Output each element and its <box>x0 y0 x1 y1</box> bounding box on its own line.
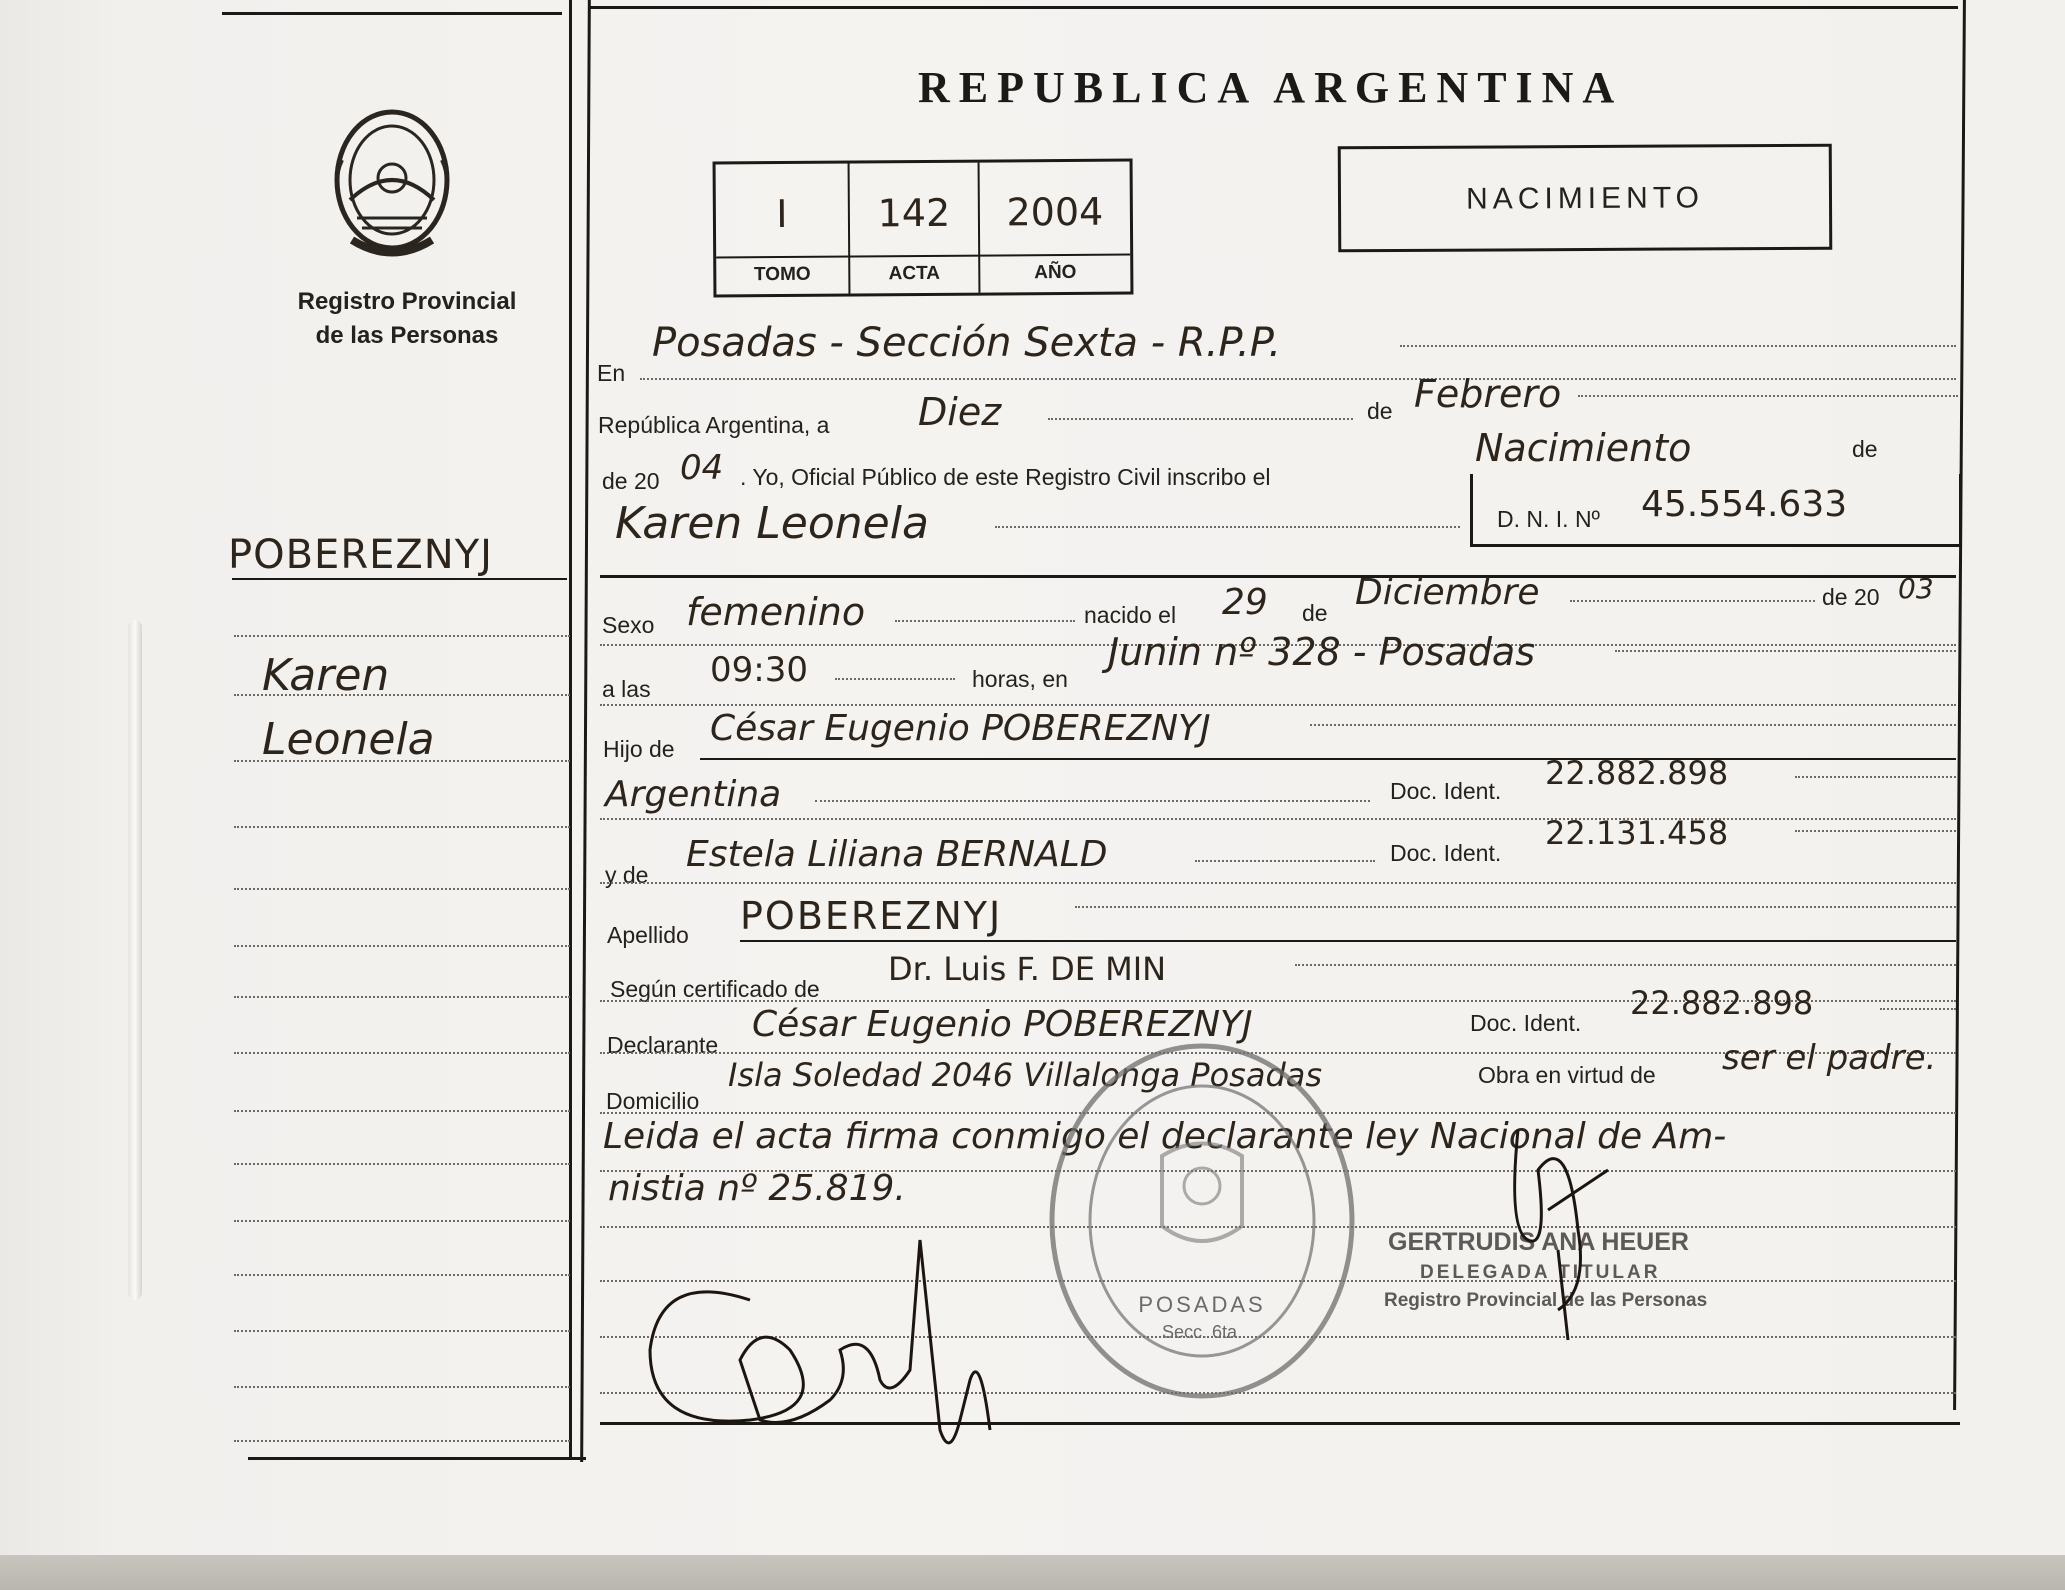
en-value: Posadas - Sección Sexta - R.P.P. <box>652 320 1282 366</box>
tomo-label: TOMO <box>753 263 811 286</box>
en-label: En <box>597 360 626 386</box>
sexo-label: Sexo <box>602 612 655 638</box>
binding-thread <box>128 620 142 1300</box>
de-label: de <box>1367 398 1393 424</box>
madre-doc: 22.131.458 <box>1545 814 1729 852</box>
margin-given-name-1: Karen <box>262 650 390 701</box>
apellido-rule <box>740 940 1956 942</box>
ano-value: 2004 <box>1006 189 1104 235</box>
de3-label: de <box>1302 600 1328 626</box>
padre-doc: 22.882.898 <box>1545 754 1729 792</box>
margin-given-name-2: Leonela <box>262 714 435 765</box>
madre-doc-label: Doc. Ident. <box>1390 840 1502 866</box>
declarante-label: Declarante <box>607 1032 719 1058</box>
obra-value: ser el padre. <box>1722 1038 1937 1078</box>
domicilio-label: Domicilio <box>606 1088 700 1114</box>
year-prefix: de 20 <box>602 468 660 494</box>
registry-name-line1: Registro Provincial <box>297 288 517 315</box>
section-rule-1 <box>600 575 1956 578</box>
registry-name-line2: de las Personas <box>315 322 499 349</box>
record-number-box <box>713 159 1134 298</box>
acta-label: ACTA <box>888 262 941 285</box>
margin-rule <box>232 578 567 580</box>
alas-label: a las <box>602 676 651 702</box>
day-value: Diez <box>918 390 1002 434</box>
tomo-value: I <box>776 191 788 237</box>
year-value: 04 <box>680 448 724 488</box>
padre-value: César Eugenio POBEREZNYJ <box>710 708 1211 749</box>
page-edge-shadow <box>0 1555 2065 1590</box>
declarante-value: César Eugenio POBEREZNYJ <box>752 1004 1253 1045</box>
declarant-signature <box>640 1230 1040 1470</box>
padre-doc-label: Doc. Ident. <box>1390 778 1502 804</box>
de2-label: de <box>1852 436 1878 462</box>
stamp-city: POSADAS <box>1138 1292 1266 1317</box>
text-line-1: Leida el acta firma conmigo el declarante ley Nacional de Am- <box>603 1116 1727 1157</box>
official-stamp <box>1042 1036 1362 1406</box>
month-value: Febrero <box>1414 372 1562 416</box>
padre-rule <box>700 758 1956 760</box>
name-value: Karen Leonela <box>615 498 929 549</box>
segun-value: Dr. Luis F. DE MIN <box>888 950 1167 988</box>
official-office: Registro Provincial de las Personas <box>1384 1290 1708 1311</box>
dni-box <box>1470 474 1962 547</box>
birth-day: 29 <box>1222 582 1268 623</box>
record-type-box <box>1338 144 1833 253</box>
margin-divider <box>569 0 572 1460</box>
margin-surname: POBEREZNYJ <box>228 532 493 578</box>
official-signature <box>1498 1110 1618 1350</box>
official-name: GERTRUDIS ANA HEUER <box>1388 1228 1689 1256</box>
padre-nacionalidad: Argentina <box>605 774 782 815</box>
dni-value: 45.554.633 <box>1641 484 1848 525</box>
birth-year-label: de 20 <box>1822 584 1880 610</box>
sexo-value: femenino <box>686 590 866 634</box>
nacido-label: nacido el <box>1084 602 1177 628</box>
madre-value: Estela Liliana BERNALD <box>686 834 1108 875</box>
stamp-section: Secc. 6ta. <box>1161 1322 1243 1342</box>
domicilio-value: Isla Soledad 2046 Villalonga Posadas <box>728 1056 1323 1094</box>
misiones-coat-of-arms-icon <box>322 100 462 260</box>
birth-year: 03 <box>1898 572 1934 605</box>
apellido-label: Apellido <box>607 922 689 948</box>
official-stamp-seal-icon <box>1042 1036 1362 1406</box>
yo-label: . Yo, Oficial Público de este Registro Civil inscribo el <box>740 464 1271 490</box>
top-rule-left <box>222 12 562 15</box>
province-seal <box>322 100 462 260</box>
top-rule-right <box>588 6 1958 9</box>
acto-value: Nacimiento <box>1475 426 1692 470</box>
official-title: DELEGADA TITULAR <box>1420 1262 1661 1283</box>
hijo-label: Hijo de <box>603 736 675 762</box>
apellido-value: POBEREZNYJ <box>740 894 1003 938</box>
text-line-2: nistia nº 25.819. <box>608 1168 906 1209</box>
republica-label: República Argentina, a <box>598 412 830 438</box>
country-title: REPUBLICA ARGENTINA <box>918 63 1624 112</box>
ano-label: AÑO <box>1034 261 1077 284</box>
margin-bottom-rule <box>248 1457 586 1460</box>
hora-value: 09:30 <box>710 650 808 690</box>
yde-label: y de <box>605 862 649 888</box>
birth-month: Diciembre <box>1355 572 1540 613</box>
acta-value: 142 <box>877 190 951 236</box>
horas-label: horas, en <box>972 666 1068 692</box>
declarante-doc-label: Doc. Ident. <box>1470 1010 1582 1036</box>
record-type: NACIMIENTO <box>1466 181 1704 216</box>
declarante-doc: 22.882.898 <box>1630 984 1814 1022</box>
dni-label: D. N. I. Nº <box>1497 506 1600 532</box>
lugar-value: Junin nº 328 - Posadas <box>1108 630 1536 674</box>
obra-label: Obra en virtud de <box>1478 1062 1656 1088</box>
segun-label: Según certificado de <box>610 976 820 1002</box>
